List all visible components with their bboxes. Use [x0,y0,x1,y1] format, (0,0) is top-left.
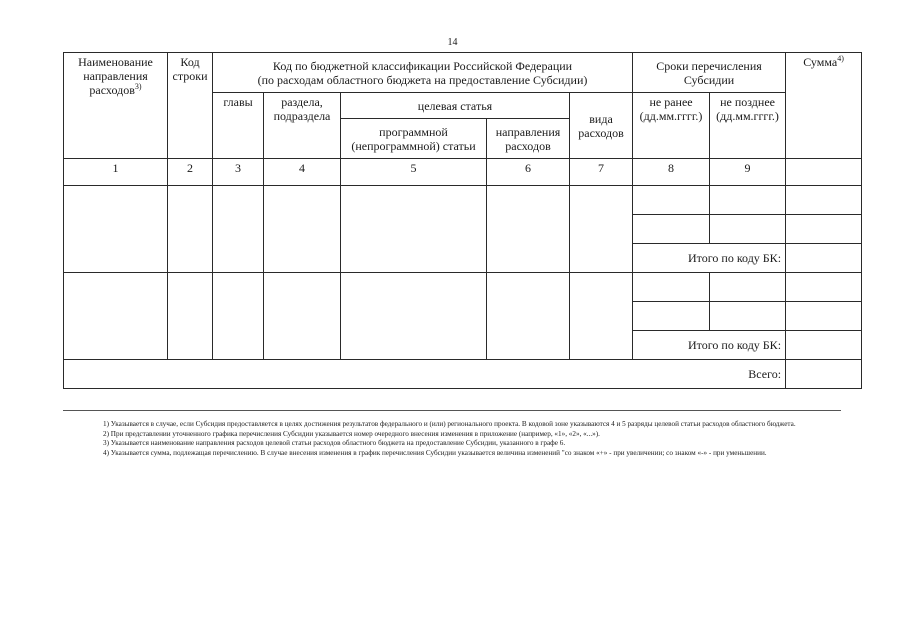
col-num-1: 1 [64,159,168,186]
col-num-5: 5 [341,159,487,186]
cell-direction[interactable] [487,186,570,273]
header-name-footnote: 3) [134,82,142,91]
total-by-bk-label: Итого по коду БК: [633,331,786,360]
col-num-3: 3 [213,159,264,186]
header-bk-code [213,53,633,93]
cell-chapter[interactable] [213,186,264,273]
header-not-after: не позднее (дд.мм.гггг.) [710,93,786,159]
grand-total-sum[interactable] [786,360,862,389]
cell-sum[interactable] [786,302,862,331]
footnotes [63,420,841,458]
grand-total-row [64,360,862,389]
cell-not-before[interactable] [633,273,710,302]
header-target-item: целевая статья [341,93,570,119]
col-num-8: 8 [633,159,710,186]
header-not-before: не ранее (дд.мм.гггг.) [633,93,710,159]
header-name-text: Наименование направления расходов [78,55,153,97]
cell-section[interactable] [264,273,341,360]
column-numbers-row [64,159,862,186]
header-bk-code-title: Код по бюджетной классификации Российской Федерации [272,58,573,73]
cell-program[interactable] [341,186,487,273]
footnote-4: 4) Указывается сумма, подлежащая перечислению. В случае внесения изменения в график перечисления Субсидии указывается величина изменений "со знаком «+» - при увеличении; со знаком «-» - при уменьшении. [103,448,767,457]
col-num-2: 2 [168,159,213,186]
col-num-4: 4 [264,159,341,186]
cell-section[interactable] [264,186,341,273]
col-num-7: 7 [570,159,633,186]
header-section: раздела, подраздела [264,93,341,159]
grand-total-label: Всего: [64,360,786,389]
cell-type[interactable] [570,186,633,273]
cell-not-before[interactable] [633,186,710,215]
footnote-divider [63,410,841,411]
total-by-bk-sum[interactable] [786,244,862,273]
cell-name[interactable] [64,273,168,360]
col-num-6: 6 [487,159,570,186]
header-direction: направления расходов [487,119,570,159]
footnote-2: 2) При представлении уточненного графика перечисления Субсидии указывается номер очередного внесения изменения в приложение (например, «1», «2», «...»). [103,429,600,438]
header-sum-footnote: 4) [837,54,844,63]
header-chapter: главы [213,93,264,159]
header-sum [786,53,862,159]
header-terms: Сроки перечисления Субсидии [633,53,786,93]
cell-not-before[interactable] [633,302,710,331]
cell-not-after[interactable] [710,302,786,331]
total-by-bk-sum[interactable] [786,331,862,360]
cell-not-after[interactable] [710,273,786,302]
footnote-1: 1) Указывается в случае, если Субсидия предоставляется в целях достижения результатов федерального и (или) регионального проекта. В кодовой зоне указываются 4 и 5 разряды целевой статьи расходов областного бюджета. [103,420,796,428]
header-sum-text: Сумма [803,55,838,69]
header-code: Код строки [168,53,213,159]
header-name [64,53,168,159]
header-program: программной (непрограммной) статьи [341,119,487,159]
page-number: 14 [447,37,458,48]
col-num-9: 9 [710,159,786,186]
cell-code[interactable] [168,186,213,273]
header-type: вида расходов [570,93,633,159]
cell-sum[interactable] [786,215,862,244]
cell-code[interactable] [168,273,213,360]
header-bk-code-subtitle: (по расходам областного бюджета на предоставление Субсидии) [257,72,588,87]
cell-name[interactable] [64,186,168,273]
total-by-bk-label: Итого по коду БК: [633,244,786,273]
col-num-10 [786,159,862,186]
cell-chapter[interactable] [213,273,264,360]
cell-type[interactable] [570,273,633,360]
cell-sum[interactable] [786,186,862,215]
table-row [64,273,862,302]
subsidy-schedule-table [63,52,862,389]
cell-not-before[interactable] [633,215,710,244]
cell-not-after[interactable] [710,186,786,215]
footnote-3: 3) Указывается наименование направления расходов целевой статьи расходов областного бюджета на предоставление Субсидии, указанного в графе 6. [103,439,566,448]
cell-not-after[interactable] [710,215,786,244]
cell-sum[interactable] [786,273,862,302]
cell-program[interactable] [341,273,487,360]
cell-direction[interactable] [487,273,570,360]
table-row [64,186,862,215]
